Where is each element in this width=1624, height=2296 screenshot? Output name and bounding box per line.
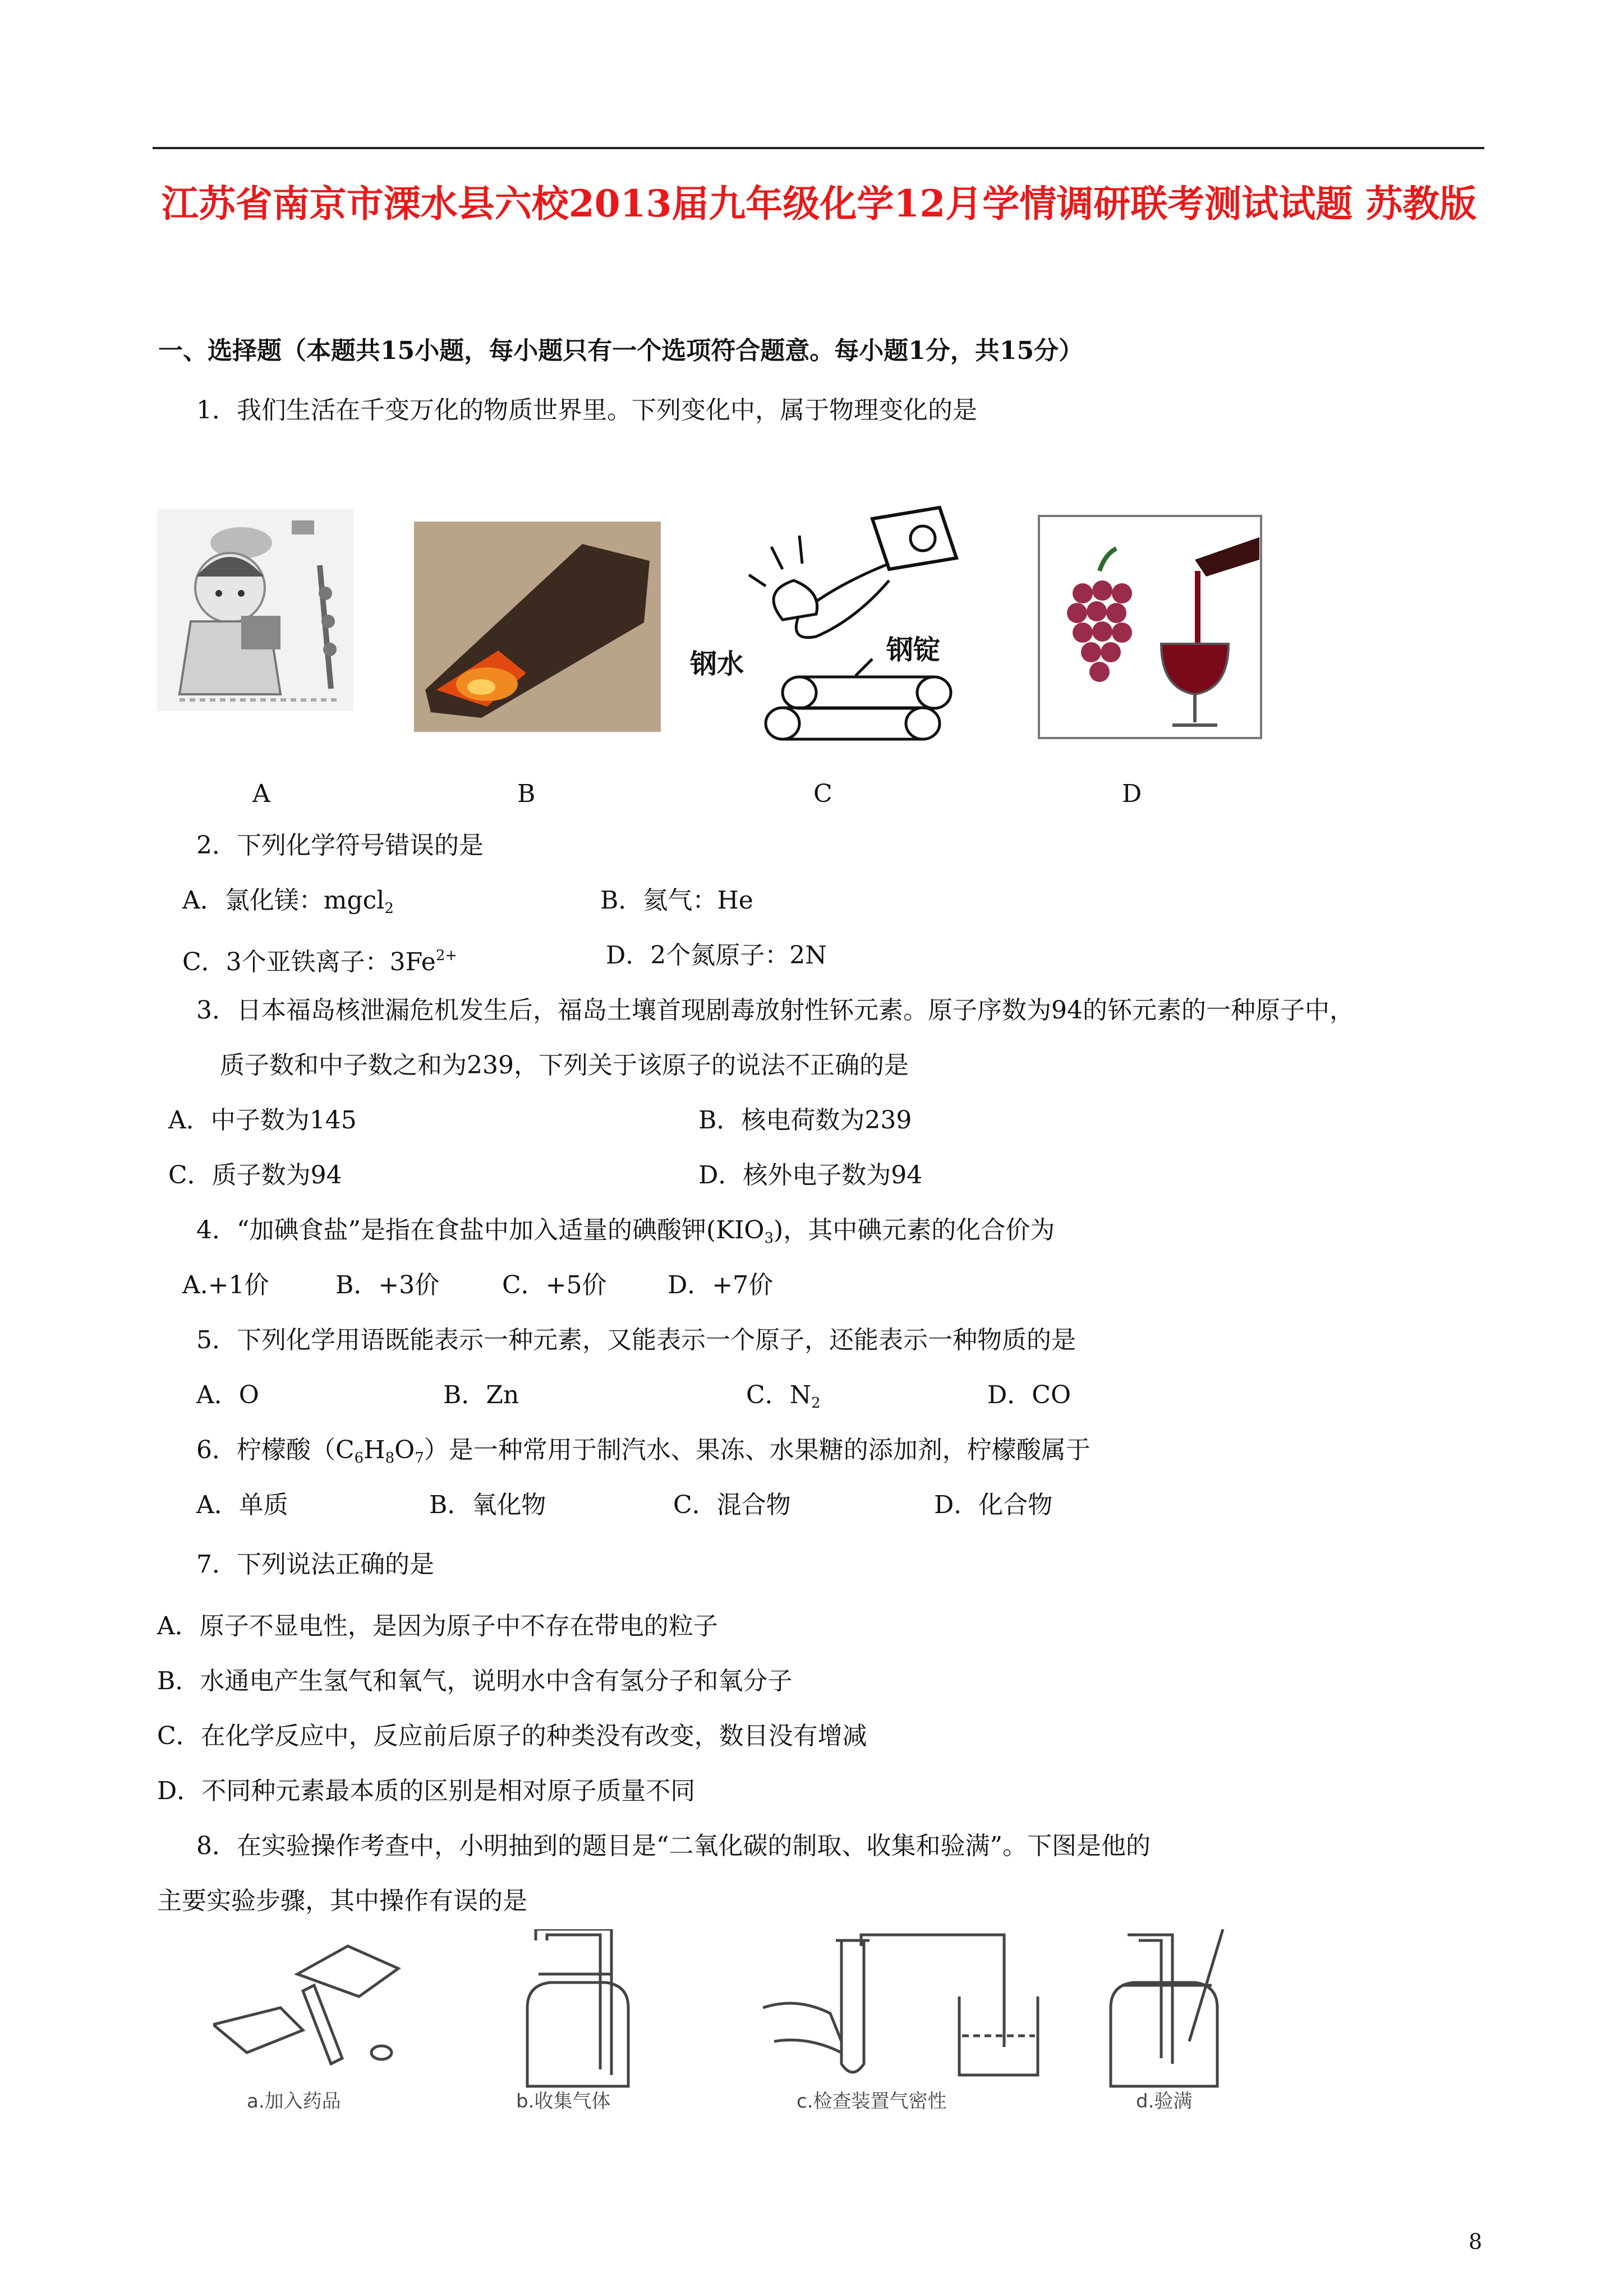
q7-option-c: C．在化学反应中，反应前后原子的种类没有改变，数目没有增减: [157, 1722, 867, 1750]
question-6-stem: 6．柠檬酸$(C_6H_8O_7)$是一种常用于制汽水、果冻、水果糖的添加剂，柠檬酸属于: [196, 1436, 1091, 1467]
question-5-stem: 5．下列化学用语既能表示一种元素，又能表示一个原子，还能表示一种物质的是: [196, 1326, 1076, 1354]
q8-figure-d: [1111, 1929, 1223, 2113]
q3-option-d: D．核外电子数为94: [698, 1161, 923, 1190]
q2-option-d: D．2个氮原子：2N: [606, 941, 827, 970]
q8-figure-c: [763, 1935, 1038, 2113]
label-steel-water: 钢水: [690, 648, 744, 680]
q1-label-b: B: [517, 780, 536, 808]
q3-option-a: A．中子数为145: [168, 1106, 357, 1135]
q8-caption-d: d.验满: [1136, 2090, 1193, 2113]
q5-option-a: A．O: [196, 1381, 259, 1409]
q1-label-c: C: [813, 780, 832, 808]
q8-figure-a: [213, 1946, 398, 2113]
section-heading: 一、选择题（本题共15小题，每小题只有一个选项符合题意。每小题1分，共15分）: [158, 336, 1084, 365]
q3-option-c: C．质子数为94: [168, 1161, 342, 1190]
q2-option-c: C．3个亚铁离子：$3Fe^{2+}$: [182, 947, 458, 976]
question-3-stem-line2: 质子数和中子数之和为239，下列关于该原子的说法不正确的是: [220, 1051, 909, 1080]
q1-image-a: [157, 509, 353, 711]
question-3-stem-line1: 3．日本福岛核泄漏危机发生后，福岛土壤首现剧毒放射性钚元素。原子序数为94的钚元素的一种原子中，: [196, 996, 1354, 1025]
question-2-stem: 2．下列化学符号错误的是: [196, 831, 484, 860]
q3-option-b: B．核电荷数为239: [698, 1106, 912, 1135]
page-number: 8: [1469, 2229, 1483, 2254]
q4-option-b: B．+3价: [335, 1271, 440, 1299]
q6-option-c: C．混合物: [673, 1491, 791, 1519]
q1-image-c: [687, 496, 973, 743]
q8-caption-a: a.加入药品: [247, 2090, 341, 2113]
q1-image-d: [1038, 515, 1262, 739]
q8-figure-b: [516, 1929, 628, 2113]
question-4-stem: 4．“加碘食盐”是指在食盐中加入适量的碘酸钾$(KIO_3)$，其中碘元素的化合价为: [196, 1216, 1055, 1247]
q1-image-b: [414, 522, 661, 732]
question-8-stem-line2: 主要实验步骤，其中操作有误的是: [157, 1887, 527, 1915]
q6-option-b: B．氧化物: [429, 1491, 546, 1519]
q5-option-c: C．$N_2$: [746, 1381, 821, 1412]
question-8-stem-line1: 8．在实验操作考查中，小明抽到的题目是“二氧化碳的制取、收集和验满”。下图是他的: [196, 1832, 1151, 1860]
q8-caption-c: c.检查装置气密性: [797, 2090, 947, 2113]
q7-option-a: A．原子不显电性，是因为原子中不存在带电的粒子: [157, 1612, 718, 1640]
q7-option-b: B．水通电产生氢气和氧气，说明水中含有氢分子和氧分子: [157, 1667, 793, 1695]
q2-option-b: B．氦气：He: [600, 886, 753, 915]
q8-figures: [213, 1929, 1268, 2120]
q6-option-d: D．化合物: [934, 1491, 1053, 1519]
q7-option-d: D．不同种元素最本质的区别是相对原子质量不同: [157, 1777, 696, 1805]
page-title: 江苏省南京市溧水县六校2013届九年级化学12月学情调研联考测试试题 苏教版: [161, 182, 1477, 225]
question-7-stem: 7．下列说法正确的是: [196, 1550, 434, 1579]
q8-caption-b: b.收集气体: [516, 2090, 611, 2113]
label-steel-ingot: 钢锭: [886, 634, 941, 666]
q1-label-a: A: [252, 780, 270, 808]
q4-option-c: C．+5价: [502, 1271, 607, 1299]
q6-option-a: A．单质: [196, 1491, 288, 1519]
q1-label-d: D: [1122, 780, 1142, 808]
q4-option-a: A.+1价: [182, 1271, 269, 1299]
question-1-stem: 1．我们生活在千变万化的物质世界里。下列变化中，属于物理变化的是: [196, 396, 977, 425]
q5-option-d: D．CO: [987, 1381, 1071, 1409]
q2-option-a: A．氯化镁：mgcl$_2$: [182, 886, 394, 917]
q5-option-b: B．Zn: [443, 1381, 519, 1409]
q4-option-d: D．+7价: [668, 1271, 774, 1299]
header-rule: [153, 147, 1484, 149]
